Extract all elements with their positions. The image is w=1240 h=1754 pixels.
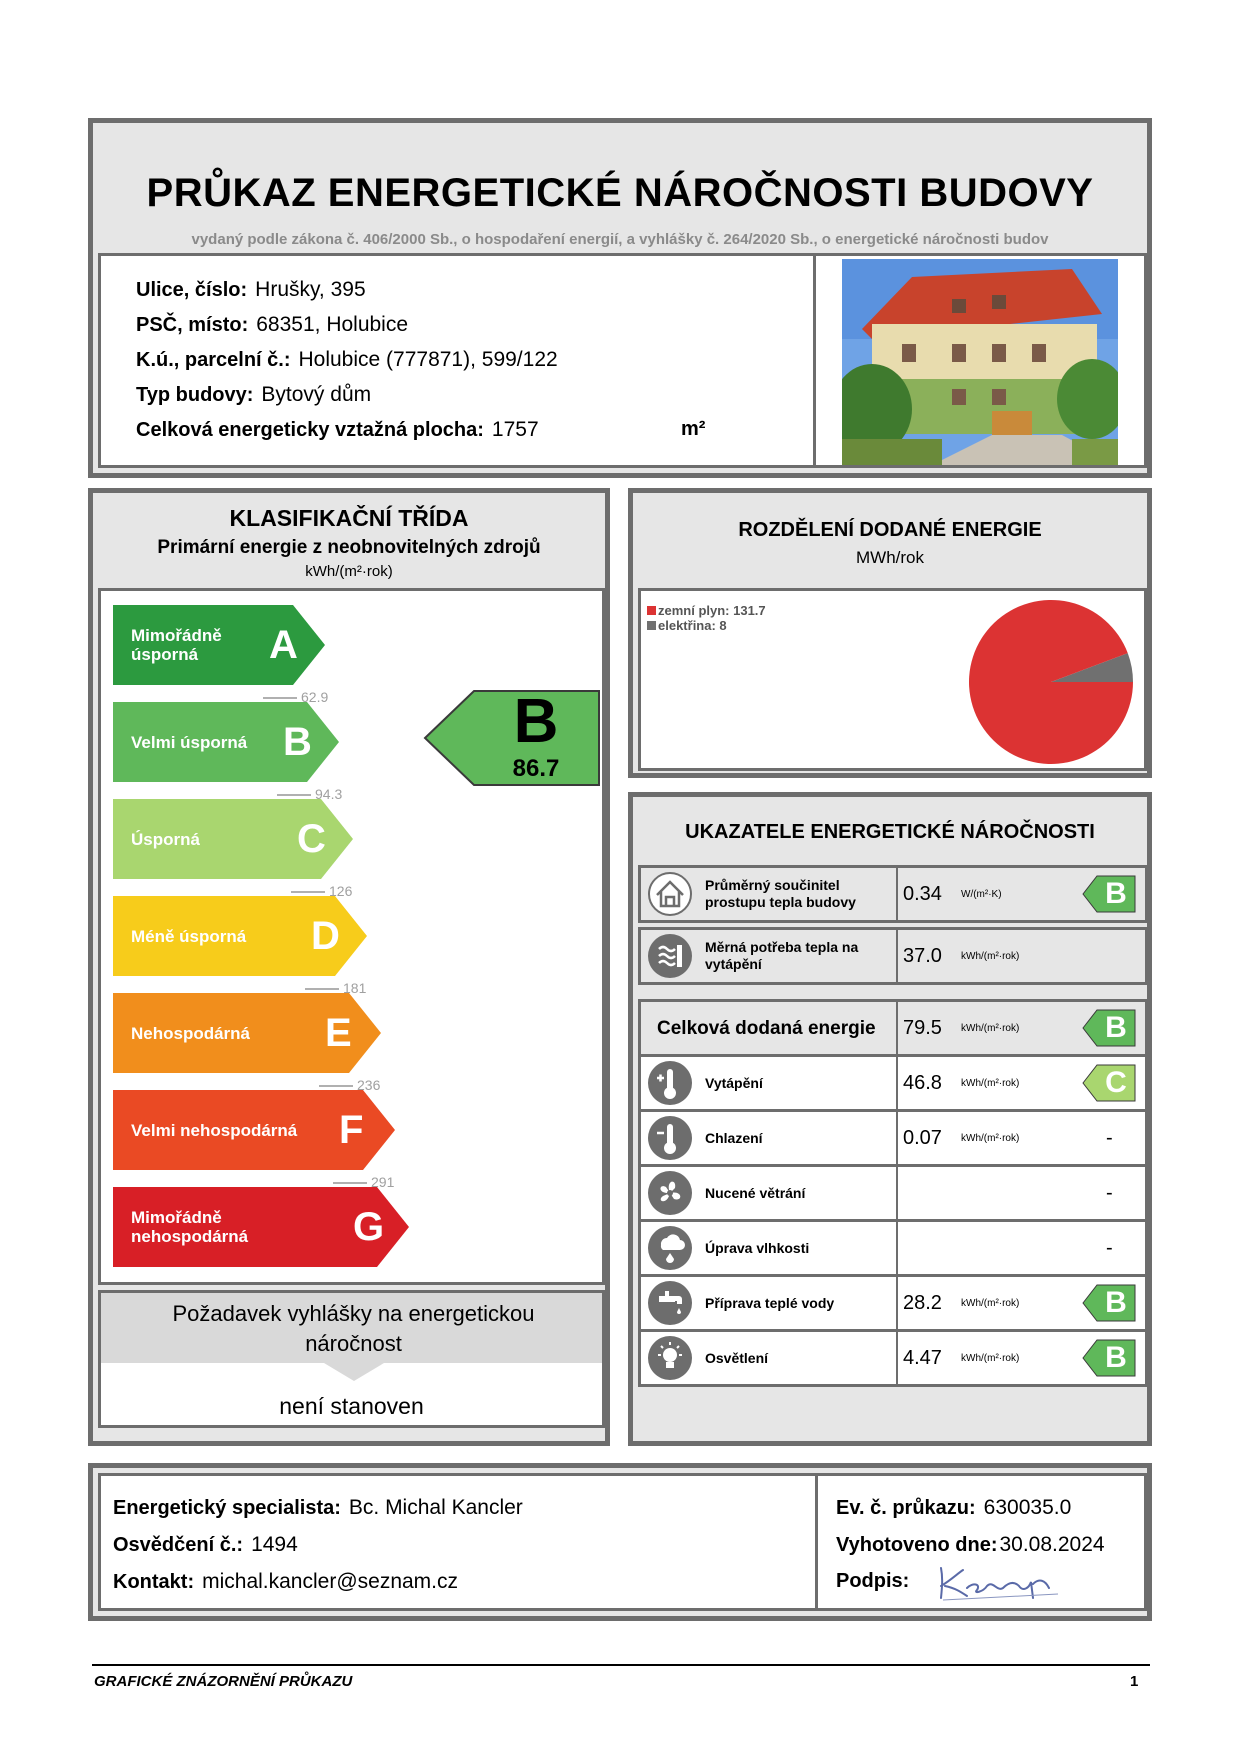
- indicator-class-badge: [1081, 1283, 1137, 1323]
- indicator-name: Nucené větrání: [705, 1184, 806, 1201]
- class-band-label: Mimořádně nehospodárná: [131, 1208, 249, 1246]
- heat-waves-icon: [647, 933, 693, 979]
- threshold-marker: [277, 794, 311, 796]
- thermometer-minus-icon: [647, 1115, 693, 1161]
- indicator-value: 46.8: [903, 1071, 942, 1094]
- class-band-e: [113, 993, 381, 1073]
- threshold-value: 236: [357, 1077, 381, 1093]
- water-tap-icon: [647, 1280, 693, 1326]
- indicator-class-dash: -: [1106, 1126, 1113, 1149]
- indicator-row: [638, 1109, 1148, 1167]
- page-number: 1: [1130, 1673, 1139, 1690]
- indicator-class-dash: -: [1106, 1181, 1113, 1204]
- distribution-unit: MWh/rok: [856, 548, 924, 567]
- legend-label-electricity: elektřina: 8: [658, 618, 727, 633]
- indicator-row: [638, 1329, 1148, 1387]
- class-band-a: [113, 605, 325, 685]
- indicator-name: Osvětlení: [705, 1349, 769, 1366]
- legend-swatch-gas: [647, 606, 656, 615]
- legend-item-zemni-plyn: [647, 603, 766, 618]
- psc-label: PSČ, místo:: [136, 314, 249, 336]
- indicator-class-letter: B: [1105, 1341, 1127, 1374]
- indicator-row: [638, 1164, 1148, 1222]
- building-type-label: Typ budovy:: [136, 384, 254, 406]
- indicator-name: Měrná potřeba tepla na vytápění: [705, 939, 859, 972]
- specialist-label: Energetický specialista:: [113, 1497, 341, 1519]
- distribution-frame: [628, 488, 1152, 778]
- column-divider: [896, 868, 898, 920]
- indicator-name: Celková dodaná energie: [657, 1017, 876, 1039]
- area-unit: m²: [681, 418, 706, 440]
- class-band-label: Nehospodárná: [131, 1023, 251, 1043]
- threshold-value: 181: [343, 980, 367, 996]
- street-label: Ulice, číslo:: [136, 279, 248, 301]
- footer-title: GRAFICKÉ ZNÁZORNĚNÍ PRŮKAZU: [94, 1673, 353, 1690]
- pie-slice-gas: [969, 600, 1133, 764]
- indicator-unit: kWh/(m²·rok): [961, 1352, 1020, 1364]
- psc-value: 68351, Holubice: [256, 313, 409, 336]
- indicator-row: [638, 999, 1148, 1057]
- indicator-class-badge: [1081, 874, 1137, 914]
- requirement-title: Požadavek vyhlášky na energetickou náročnost: [172, 1301, 535, 1356]
- result-value: 86.7: [512, 755, 560, 782]
- building-photo: [842, 259, 1118, 465]
- area-value: 1757: [491, 418, 539, 441]
- requirement-pointer: [324, 1363, 384, 1381]
- indicator-class-letter: B: [1105, 1011, 1127, 1044]
- legend-swatch-electricity: [647, 621, 656, 630]
- area-label: Celková energeticky vztažná plocha:: [136, 419, 484, 441]
- humidity-icon: [647, 1225, 693, 1271]
- cert-number: 1494: [251, 1533, 298, 1556]
- indicator-name: Příprava teplé vody: [705, 1294, 835, 1311]
- indicator-value: 79.5: [903, 1016, 942, 1039]
- class-band-label: Úsporná: [131, 829, 200, 849]
- threshold-marker: [291, 891, 325, 893]
- indicator-unit: kWh/(m²·rok): [961, 1077, 1020, 1089]
- indicator-row: [638, 1274, 1148, 1332]
- class-scale: [98, 588, 605, 1285]
- specialist-name: Bc. Michal Kancler: [348, 1496, 523, 1519]
- class-band-b: [113, 702, 339, 782]
- indicator-class-letter: C: [1105, 1066, 1127, 1099]
- column-divider: [896, 1277, 898, 1329]
- signature-image: [933, 1558, 1063, 1604]
- indicator-row: [638, 1054, 1148, 1112]
- indicator-name: Chlazení: [705, 1129, 763, 1146]
- pie-chart-box: [638, 588, 1147, 771]
- column-divider: [896, 930, 898, 982]
- indicator-unit: kWh/(m²·rok): [961, 1132, 1020, 1144]
- indicator-row: [638, 865, 1148, 923]
- column-divider: [896, 1332, 898, 1384]
- class-band-letter: B: [283, 719, 312, 764]
- indicator-value: 4.47: [903, 1346, 942, 1369]
- indicator-unit: kWh/(m²·rok): [961, 1022, 1020, 1034]
- specialist-box: [98, 1473, 818, 1611]
- class-band-d: [113, 896, 367, 976]
- pie-legend: [647, 603, 766, 633]
- date-label: Vyhotoveno dne:: [836, 1534, 998, 1556]
- indicator-unit: kWh/(m²·rok): [961, 1297, 1020, 1309]
- class-band-label: Velmi úsporná: [131, 732, 248, 752]
- classification-unit: kWh/(m²·rok): [305, 563, 393, 580]
- signature-label: Podpis:: [836, 1570, 910, 1592]
- indicator-name: Vytápění: [705, 1074, 763, 1091]
- specialist-frame: [88, 1463, 1152, 1621]
- distribution-title: ROZDĚLENÍ DODANÉ ENERGIE: [738, 519, 1042, 541]
- requirement-value: není stanoven: [279, 1393, 424, 1419]
- cert-label: Osvědčení č.:: [113, 1534, 244, 1556]
- indicator-class-badge: [1081, 1338, 1137, 1378]
- column-divider: [896, 1112, 898, 1164]
- column-divider: [896, 1167, 898, 1219]
- indicator-unit: W/(m²·K): [961, 888, 1002, 900]
- legend-item-elektrina: [647, 618, 766, 633]
- indicator-value: 28.2: [903, 1291, 942, 1314]
- classification-subtitle: Primární energie z neobnovitelných zdrojů: [157, 537, 541, 558]
- class-band-letter: A: [269, 622, 298, 667]
- ev-label: Ev. č. průkazu:: [836, 1497, 976, 1519]
- ev-number: 630035.0: [983, 1496, 1072, 1519]
- thermometer-plus-icon: [647, 1060, 693, 1106]
- threshold-value: 291: [371, 1174, 395, 1190]
- class-band-letter: E: [325, 1010, 352, 1055]
- certificate-box: [815, 1473, 1147, 1611]
- indicators-title: UKAZATELE ENERGETICKÉ NÁROČNOSTI: [685, 821, 1095, 843]
- indicator-name: Průměrný součinitel prostupu tepla budovy: [705, 877, 856, 910]
- contact-label: Kontakt:: [113, 1571, 195, 1593]
- class-band-letter: C: [297, 816, 326, 861]
- light-bulb-icon: [647, 1335, 693, 1381]
- threshold-value: 62.9: [301, 689, 329, 705]
- street-value: Hrušky, 395: [255, 278, 366, 301]
- indicator-class-badge: [1081, 1063, 1137, 1103]
- classification-title: KLASIFIKAČNÍ TŘÍDA: [229, 505, 469, 531]
- class-band-c: [113, 799, 353, 879]
- class-band-label: Mimořádně úsporná: [131, 626, 222, 664]
- header-frame: [88, 118, 1152, 478]
- class-band-g: [113, 1187, 409, 1267]
- document-title: PRŮKAZ ENERGETICKÉ NÁROČNOSTI BUDOVY: [146, 171, 1094, 215]
- indicator-row: [638, 927, 1148, 985]
- footer-rule: [92, 1664, 1150, 1666]
- indicator-unit: kWh/(m²·rok): [961, 950, 1020, 962]
- threshold-marker: [263, 697, 297, 699]
- indicator-class-letter: B: [1105, 1286, 1127, 1319]
- indicator-value: 0.34: [903, 882, 942, 905]
- class-band-letter: D: [311, 913, 340, 958]
- column-divider: [896, 1002, 898, 1054]
- class-band-label: Velmi nehospodárná: [131, 1120, 298, 1140]
- class-band-letter: F: [339, 1107, 364, 1152]
- document-subtitle: vydaný podle zákona č. 406/2000 Sb., o hospodaření energií, a vyhlášky č. 264/2020 Sb., o energetické náročnosti budov: [191, 231, 1049, 248]
- class-band-f: [113, 1090, 395, 1170]
- address-box: [98, 253, 816, 468]
- threshold-marker: [319, 1085, 353, 1087]
- ku-value: Holubice (777871), 599/122: [298, 348, 558, 371]
- house-icon: [647, 871, 693, 917]
- class-band-label: Méně úsporná: [131, 926, 247, 946]
- pie-chart: [966, 597, 1136, 767]
- indicator-value: 0.07: [903, 1126, 942, 1149]
- column-divider: [896, 1057, 898, 1109]
- threshold-marker: [333, 1182, 367, 1184]
- building-photo-box: [813, 253, 1147, 468]
- fan-icon: [647, 1170, 693, 1216]
- ku-label: K.ú., parcelní č.:: [136, 349, 291, 371]
- indicator-class-dash: -: [1106, 1236, 1113, 1259]
- class-band-letter: G: [353, 1204, 385, 1249]
- indicator-class-badge: [1081, 1008, 1137, 1048]
- indicator-class-letter: B: [1105, 877, 1127, 910]
- indicator-value: 37.0: [903, 944, 942, 967]
- threshold-value: 126: [329, 883, 353, 899]
- building-type-value: Bytový dům: [261, 383, 372, 406]
- indicators-frame: [628, 792, 1152, 1446]
- requirement-box: [98, 1290, 605, 1428]
- legend-label-gas: zemní plyn: 131.7: [658, 603, 766, 618]
- indicator-row: [638, 1219, 1148, 1277]
- threshold-marker: [305, 988, 339, 990]
- threshold-value: 94.3: [315, 786, 343, 802]
- column-divider: [896, 1222, 898, 1274]
- indicator-name: Úprava vlhkosti: [705, 1239, 810, 1256]
- issue-date: 30.08.2024: [999, 1533, 1105, 1556]
- result-letter: B: [513, 687, 559, 756]
- classification-frame: [88, 488, 610, 1446]
- contact-email: michal.kancler@seznam.cz: [202, 1570, 459, 1593]
